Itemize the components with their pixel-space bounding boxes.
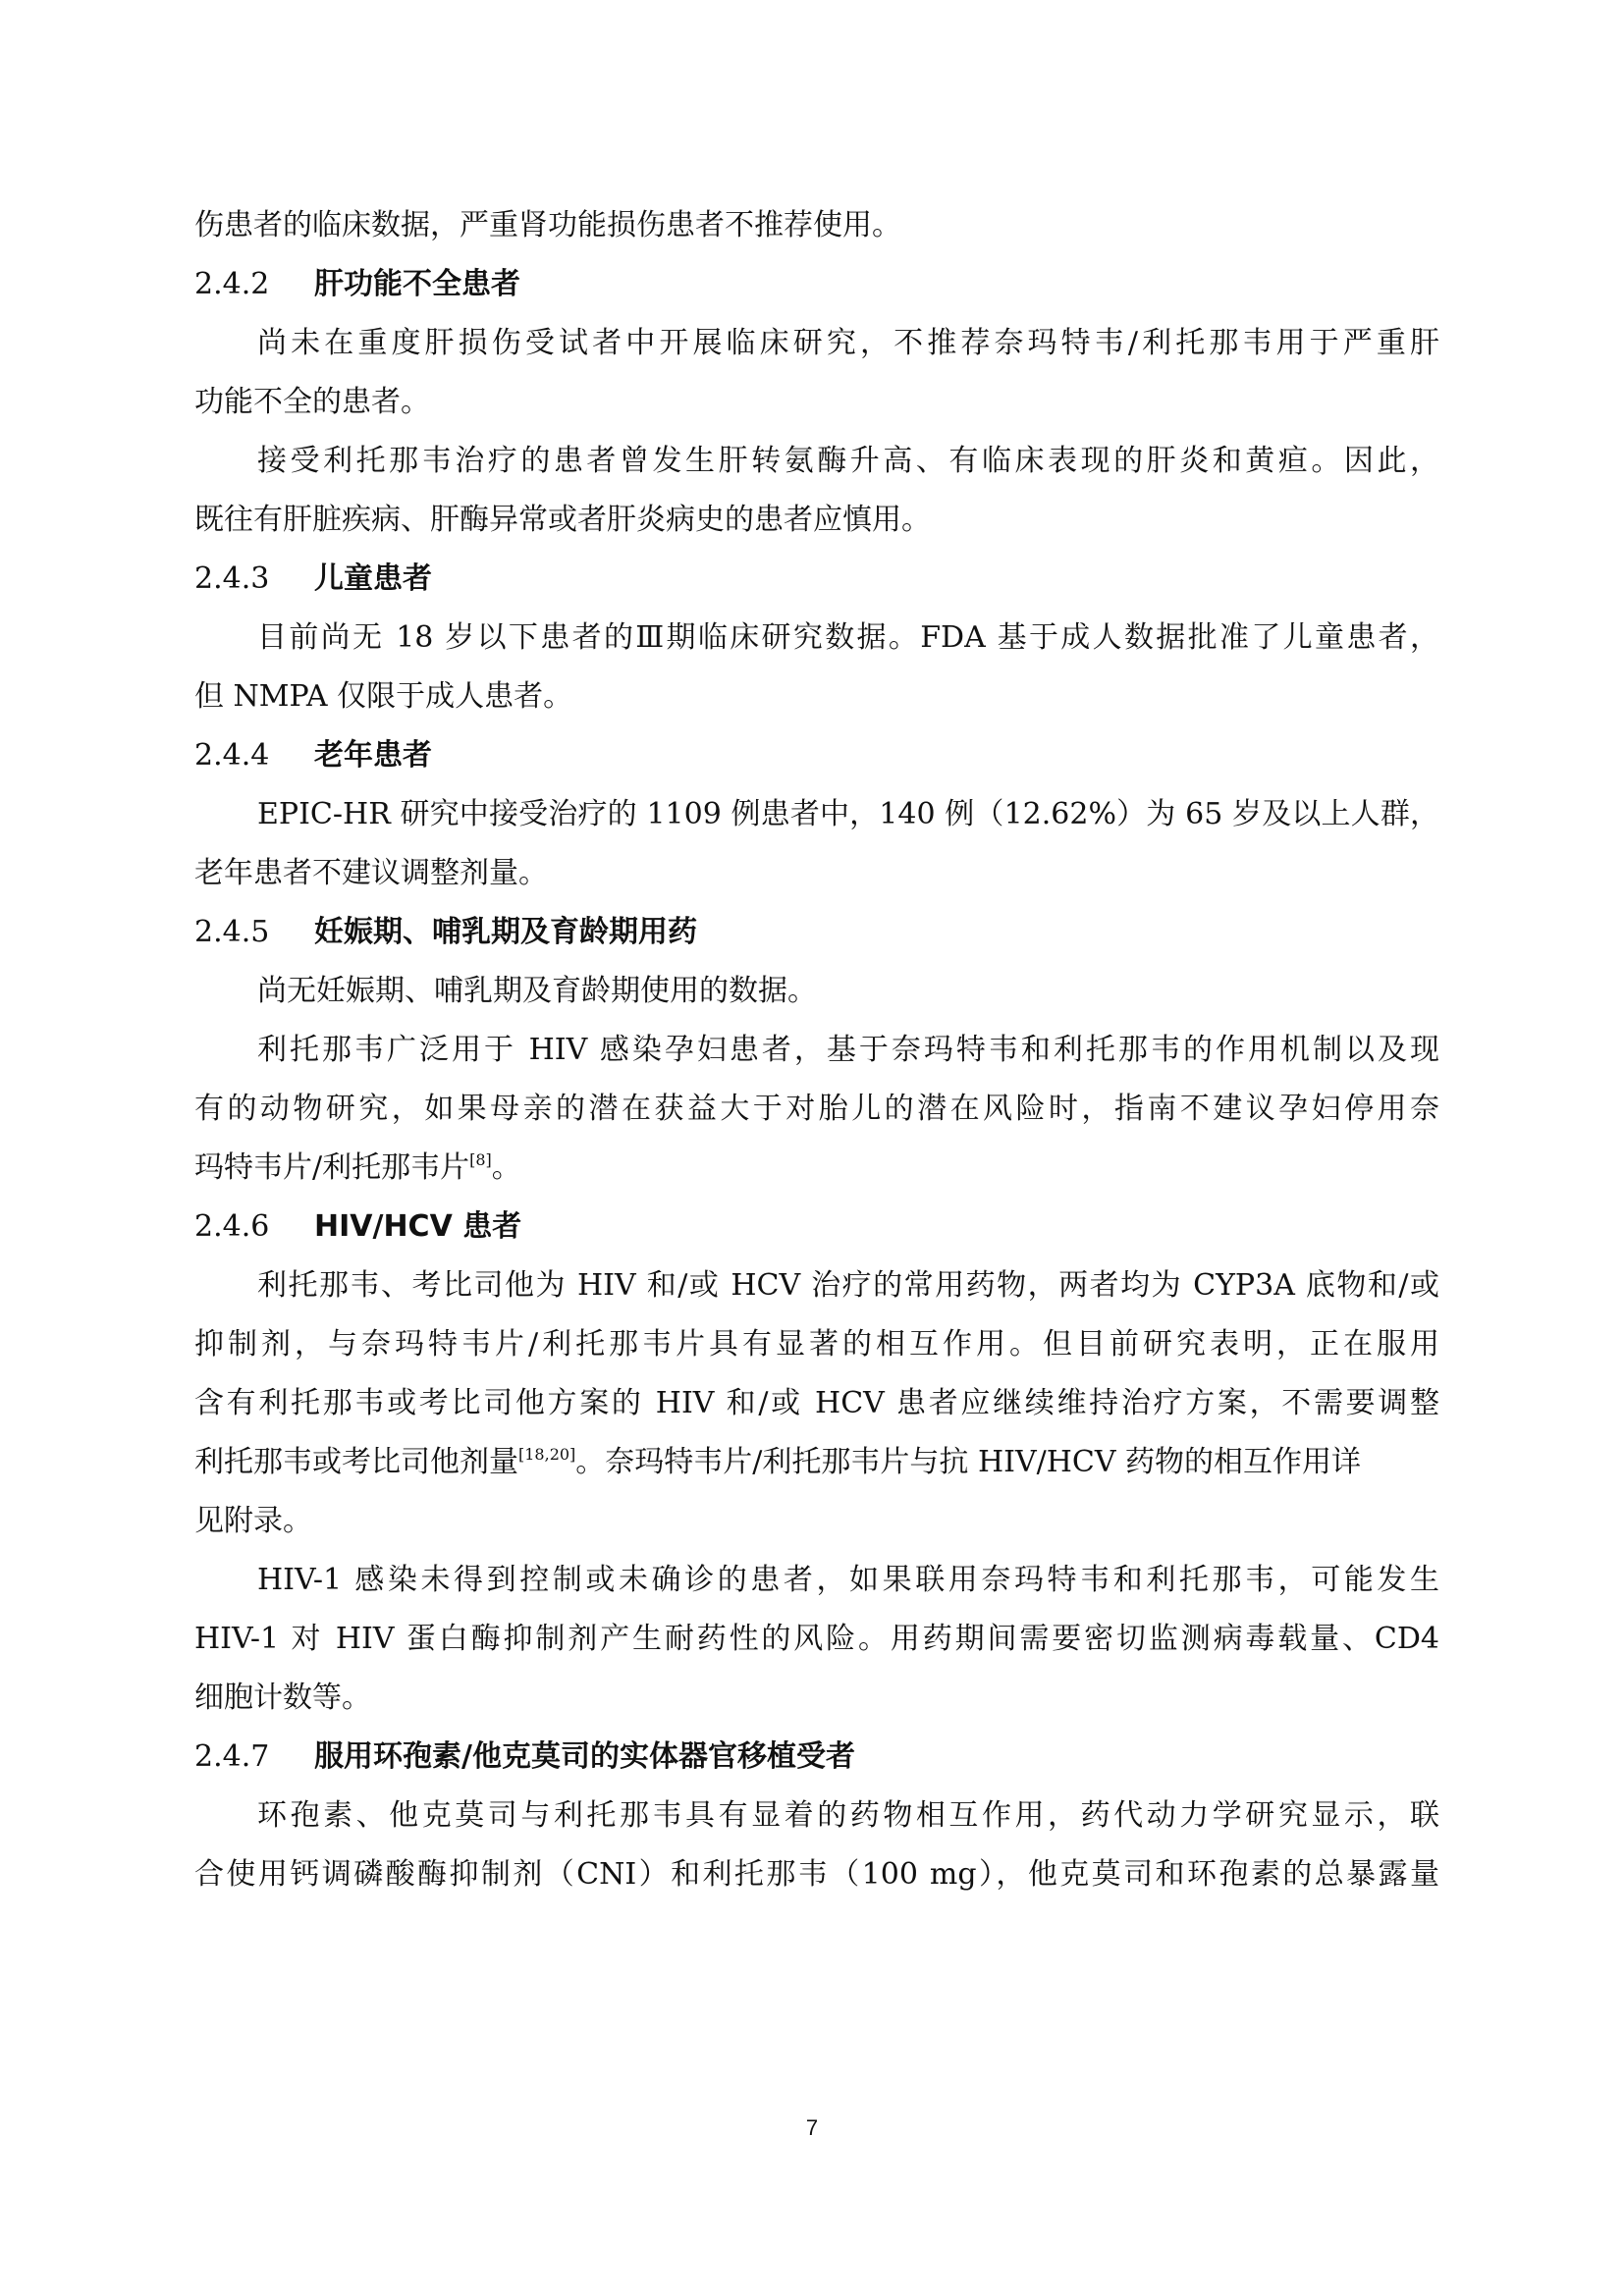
paragraph-line: 合使用钙调磷酸酶抑制剂（CNI）和利托那韦（100 mg），他克莫司和环孢素的总暴露量 xyxy=(194,1857,1439,1892)
section-title: 老年患者 xyxy=(314,738,432,773)
paragraph-line: HIV-1 对 HIV 蛋白酶抑制剂产生耐药性的风险。用药期间需要密切监测病毒载量、CD4 xyxy=(194,1622,1439,1656)
section-title: 儿童患者 xyxy=(314,561,432,596)
paragraph-line: 抑制剂，与奈玛特韦片/利托那韦片具有显著的相互作用。但目前研究表明，正在服用 xyxy=(194,1327,1439,1362)
line-text: 玛特韦片/利托那韦片 xyxy=(194,1150,470,1185)
paragraph-line: 有的动物研究，如果母亲的潜在获益大于对胎儿的潜在风险时，指南不建议孕妇停用奈 xyxy=(194,1092,1439,1126)
section-title: 服用环孢素/他克莫司的实体器官移植受者 xyxy=(314,1739,855,1774)
section-title: 妊娠期、哺乳期及育龄期用药 xyxy=(314,915,697,949)
paragraph-line: 利托那韦广泛用于 HIV 感染孕妇患者，基于奈玛特韦和利托那韦的作用机制以及现 xyxy=(257,1033,1439,1067)
paragraph-line: 尚未在重度肝损伤受试者中开展临床研究，不推荐奈玛特韦/利托那韦用于严重肝 xyxy=(257,326,1439,360)
line-text: 。奈玛特韦片/利托那韦片与抗 HIV/HCV 药物的相互作用详 xyxy=(575,1445,1362,1479)
paragraph-line: 伤患者的临床数据，严重肾功能损伤患者不推荐使用。 xyxy=(194,208,901,242)
section-heading-2-4-2 xyxy=(194,255,1439,314)
section-number: 2.4.5 xyxy=(194,915,270,949)
paragraph-line: HIV-1 感染未得到控制或未确诊的患者，如果联用奈玛特韦和利托那韦，可能发生 xyxy=(257,1563,1439,1597)
paragraph-line: 接受利托那韦治疗的患者曾发生肝转氨酶升高、有临床表现的肝炎和黄疸。因此， xyxy=(257,444,1439,478)
paragraph-line: 尚无妊娠期、哺乳期及育龄期使用的数据。 xyxy=(257,974,817,1008)
section-title: 肝功能不全患者 xyxy=(314,267,520,301)
paragraph-line: 老年患者不建议调整剂量。 xyxy=(194,856,548,890)
document-body xyxy=(194,196,1439,1904)
section-number: 2.4.3 xyxy=(194,561,270,596)
paragraph-line: 环孢素、他克莫司与利托那韦具有显着的药物相互作用，药代动力学研究显示，联 xyxy=(257,1798,1439,1833)
section-number: 2.4.7 xyxy=(194,1739,270,1774)
paragraph-line: 细胞计数等。 xyxy=(194,1681,371,1715)
paragraph-line: 功能不全的患者。 xyxy=(194,385,430,419)
section-heading-2-4-7 xyxy=(194,1728,1439,1787)
paragraph-line: 既往有肝脏疾病、肝酶异常或者肝炎病史的患者应慎用。 xyxy=(194,503,931,537)
section-heading-2-4-4 xyxy=(194,726,1439,785)
line-text: 。 xyxy=(491,1150,521,1185)
section-heading-2-4-3 xyxy=(194,550,1439,609)
paragraph-line: 利托那韦、考比司他为 HIV 和/或 HCV 治疗的常用药物，两者均为 CYP3A 底物和/或 xyxy=(257,1268,1439,1303)
section-heading-2-4-5 xyxy=(194,903,1439,962)
paragraph-line: 目前尚无 18 岁以下患者的Ⅲ期临床研究数据。FDA 基于成人数据批准了儿童患者， xyxy=(257,620,1439,655)
line-text: 利托那韦或考比司他剂量 xyxy=(194,1445,518,1479)
paragraph-line: 见附录。 xyxy=(194,1504,312,1538)
section-title: HIV/HCV 患者 xyxy=(314,1209,522,1244)
section-heading-2-4-6 xyxy=(194,1198,1439,1256)
paragraph-line xyxy=(194,1433,1439,1492)
page-number: 7 xyxy=(805,2115,819,2140)
section-number: 2.4.6 xyxy=(194,1209,270,1244)
paragraph-line: EPIC-HR 研究中接受治疗的 1109 例患者中，140 例（12.62%）为 65 岁及以上人群， xyxy=(257,797,1439,831)
section-number: 2.4.2 xyxy=(194,267,270,301)
citation-ref: [18,20] xyxy=(518,1445,576,1464)
paragraph-line: 含有利托那韦或考比司他方案的 HIV 和/或 HCV 患者应继续维持治疗方案，不需要调整 xyxy=(194,1386,1439,1420)
citation-ref: [8] xyxy=(469,1150,492,1169)
section-number: 2.4.4 xyxy=(194,738,270,773)
paragraph-line xyxy=(194,1139,1439,1198)
paragraph-line: 但 NMPA 仅限于成人患者。 xyxy=(194,679,573,714)
